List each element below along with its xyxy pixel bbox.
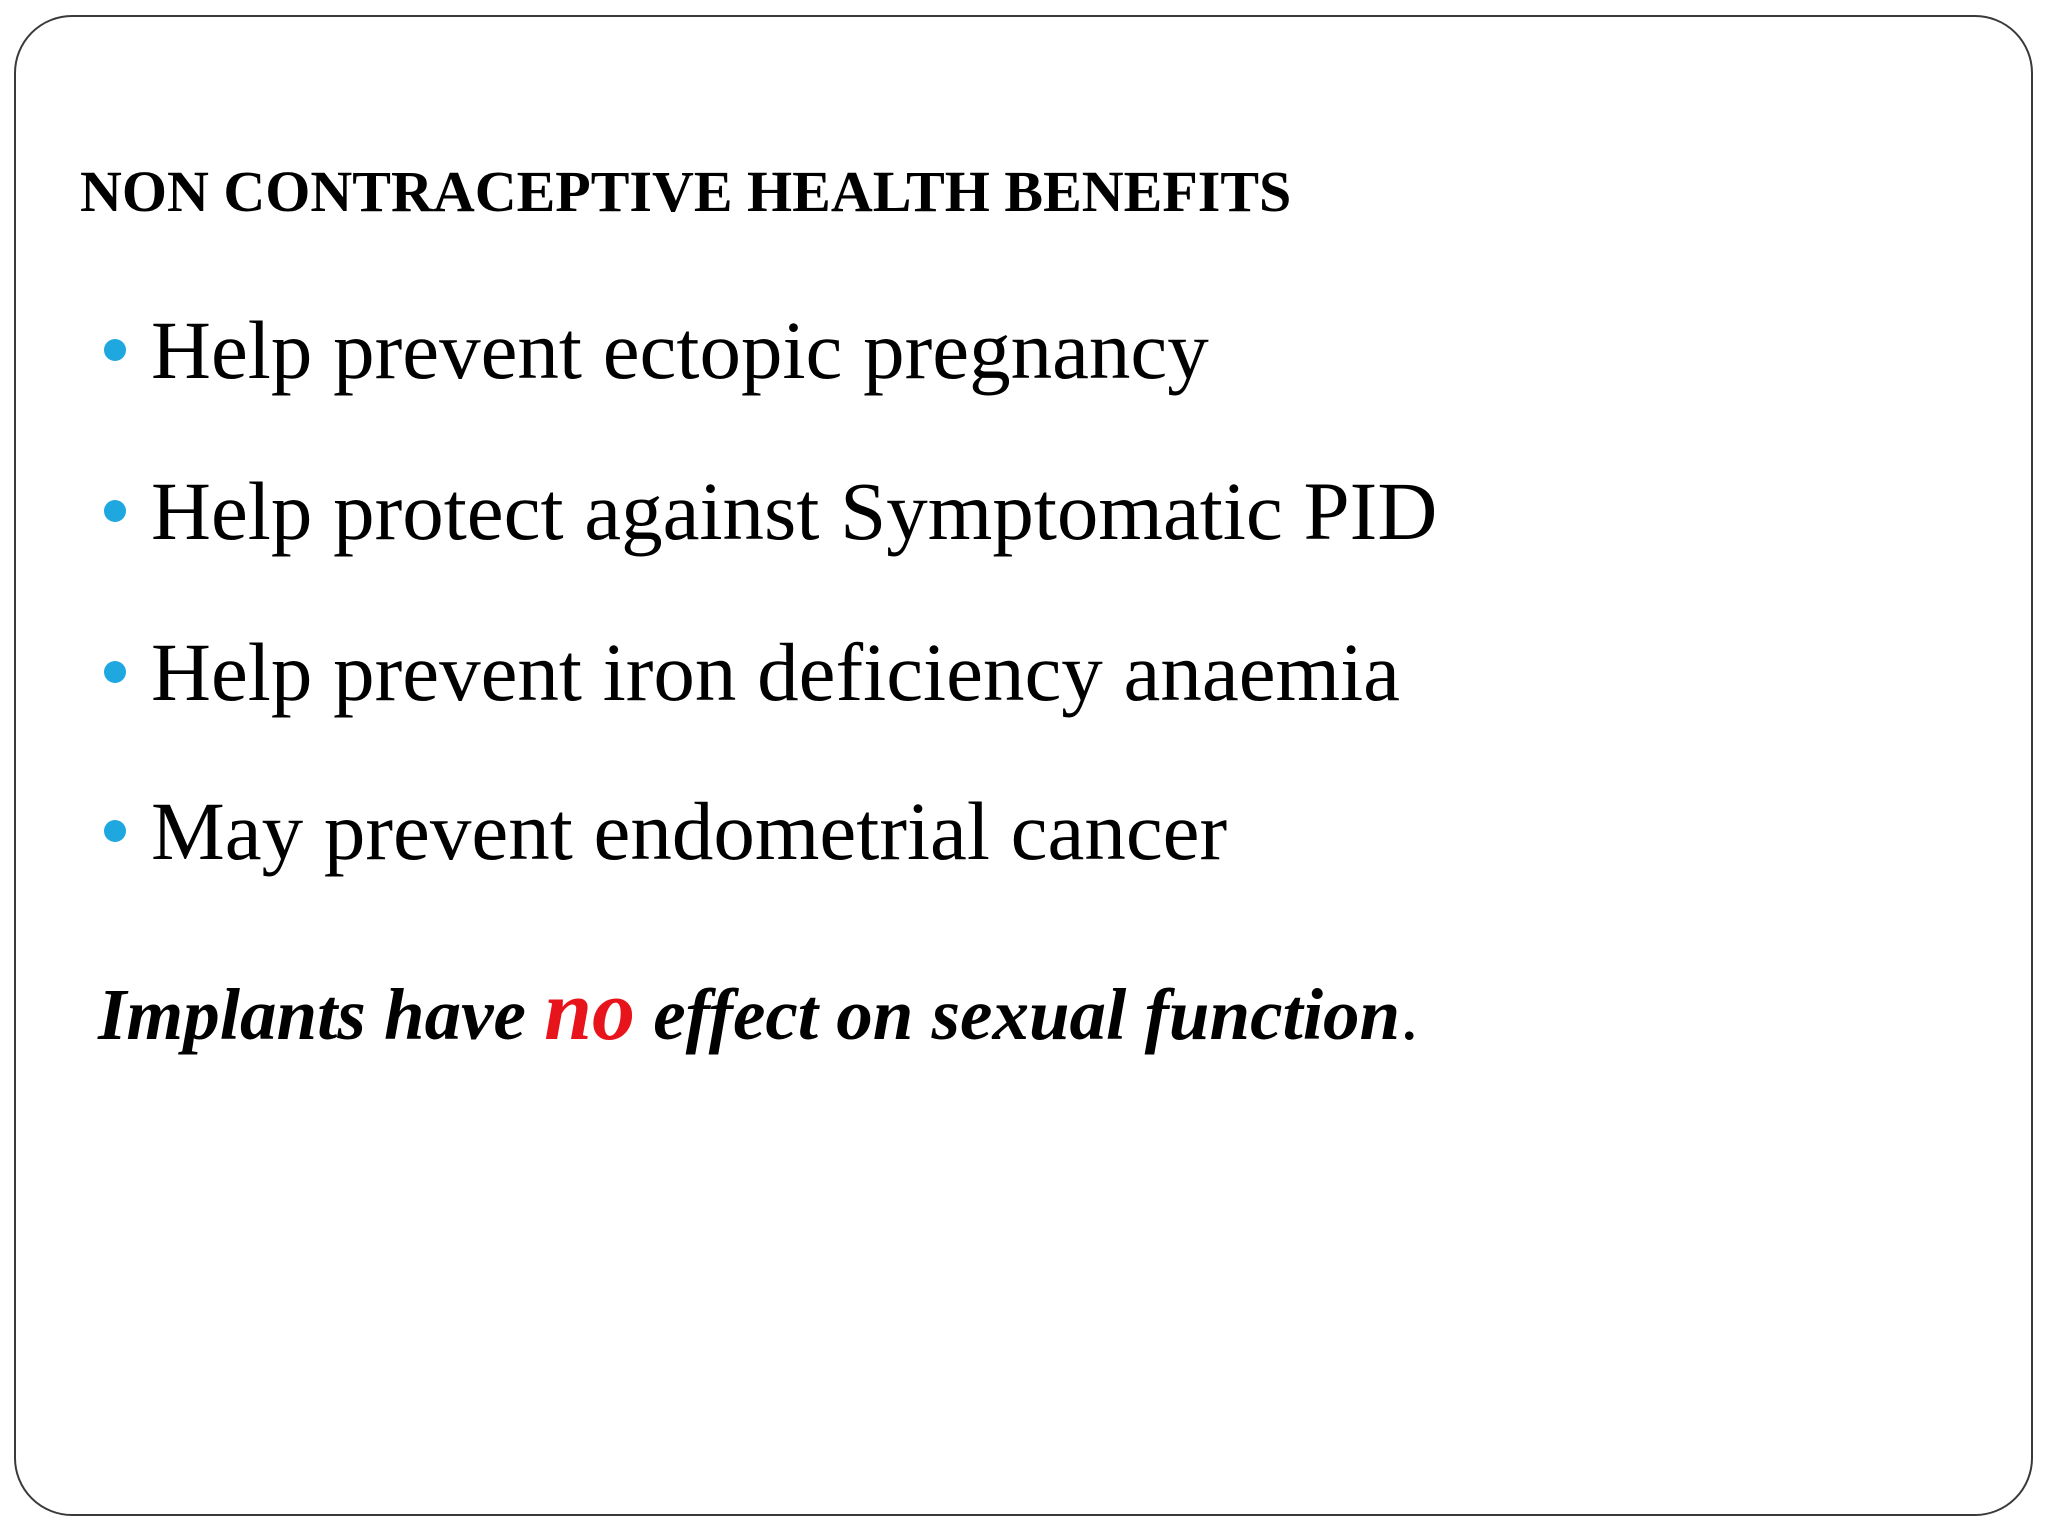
- bullet-dot-icon: [104, 661, 126, 683]
- bullet-dot-icon: [104, 500, 126, 522]
- slide-frame: [14, 15, 2033, 1516]
- bullet-text: Help protect against Symptomatic PID: [151, 464, 1438, 557]
- note-suffix: effect on sexual function: [635, 974, 1401, 1055]
- note-prefix: Implants have: [98, 974, 545, 1055]
- bullet-text: Help prevent iron deficiency anaemia: [151, 625, 1401, 718]
- list-item: [104, 461, 1437, 561]
- list-item: [104, 781, 1227, 881]
- note-emphasis: no: [544, 962, 636, 1058]
- list-item: [104, 300, 1209, 400]
- bullet-text: Help prevent ectopic pregnancy: [151, 303, 1209, 396]
- list-item: [104, 622, 1400, 722]
- slide-title: NON CONTRACEPTIVE HEALTH BENEFITS: [80, 159, 1292, 224]
- bullet-text: May prevent endometrial cancer: [151, 784, 1228, 877]
- sexual-function-note: [98, 959, 1418, 1062]
- note-period: .: [1400, 974, 1419, 1055]
- bullet-dot-icon: [104, 339, 126, 361]
- bullet-dot-icon: [104, 820, 126, 842]
